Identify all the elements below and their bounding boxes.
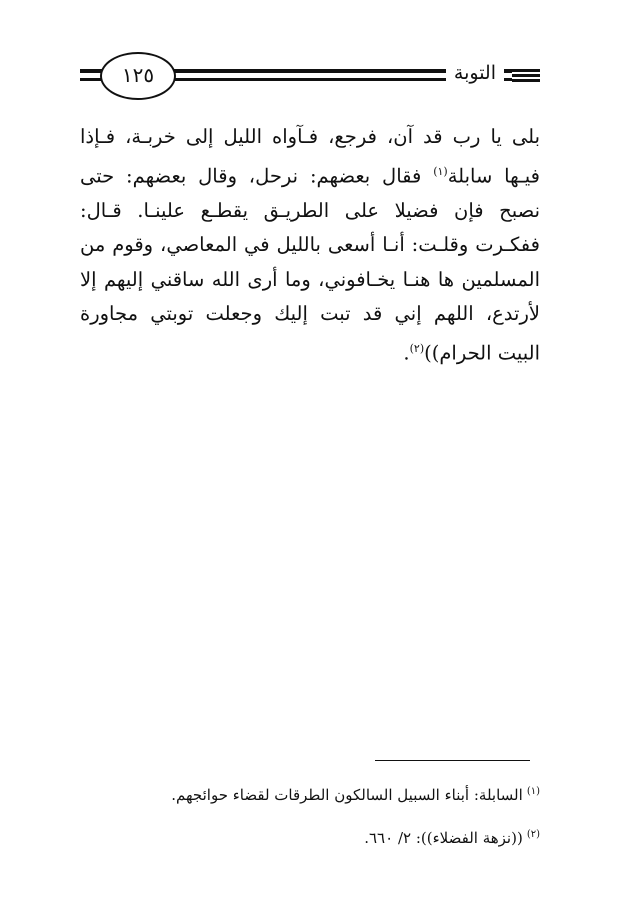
page-header — [80, 52, 540, 98]
footnotes — [80, 772, 540, 858]
footnote-ref-1: (١) — [433, 164, 448, 178]
footnote-text: السابلة: أبناء السبيل السالكون الطرقات لقضاء حوائجهم. — [171, 786, 523, 804]
body-paragraph — [80, 120, 540, 371]
footnote-ref-2: (٢) — [409, 341, 425, 355]
body-text-part: فقال بعضهم: نرحل، وقال بعضهم: حتى نصبح فإن فضيلا على الطريـق يقطـع علينـا. قـال: ففكـرت وقلـت: أنـا أسعى بالليل في المعاصي، وقوم من المسلمين ها هنـا يخـافوني، وما أرى الله ساقني إليهم إلا لأرتدع، اللهم إني قد تبت إليك وجعلت توبتي مجاورة البيت الحرام)) — [80, 164, 540, 364]
body-text-part: . — [403, 341, 410, 364]
footnote-text: ((نزهة الفضلاء)): ٢/ ٦٦٠. — [364, 829, 523, 847]
body-text-part: بلى يا رب قد آن، فرجع، فـآواه الليل إلى خربـة، فـإذا فيـها سابلة — [80, 125, 540, 187]
header-ornament — [512, 68, 540, 82]
chapter-title: التوبة — [446, 58, 504, 88]
footnote-1 — [80, 772, 540, 815]
page-number: ١٢٥ — [100, 52, 176, 100]
footnote-marker: (١) — [526, 786, 540, 797]
footnote-2 — [80, 815, 540, 858]
footnote-marker: (٢) — [526, 829, 540, 840]
footnote-separator — [375, 760, 530, 761]
